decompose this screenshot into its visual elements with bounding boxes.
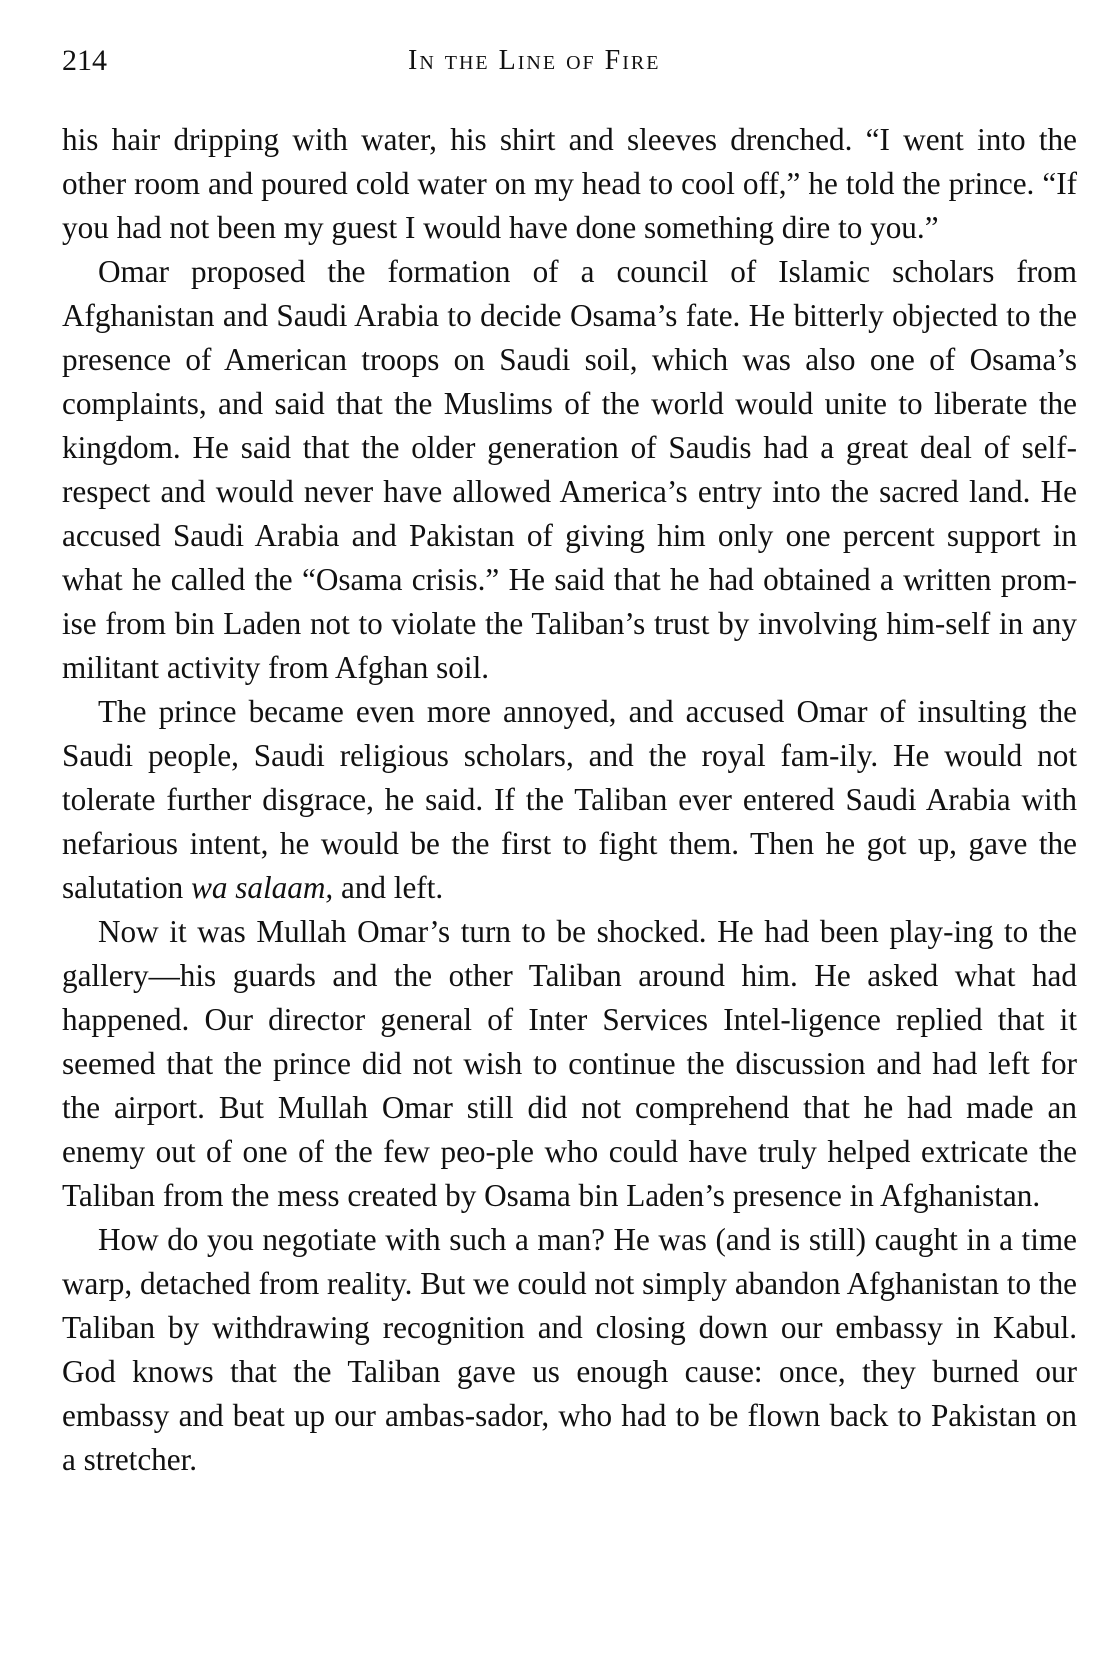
italic-phrase: wa salaam, [191,870,334,905]
running-head: In the Line of Fire [408,45,661,76]
paragraph-3 [62,690,1077,910]
body-text [62,118,1077,1482]
paragraph-4 [62,910,1077,1218]
paragraph-text: and left. [333,870,444,905]
page-header [62,44,1077,90]
paragraph-text: How do you negotiate with such a man? He was (and is still) caught in a time warp, detached from reality. But we could not simply abandon Afghanistan to the Taliban by withdrawing recognition and closing down our embassy in Kabul. God knows that the Taliban gave us enough cause: once, they burned our embassy and beat up our ambas-sador, who had to be flown back to Pakistan on a stretcher. [62,1222,1077,1477]
paragraph-text: Now it was Mullah Omar’s turn to be shocked. He had been play-ing to the gallery—his guards and the other Taliban around him. He asked what had happened. Our director general of Inter Services Intel-ligence replied that it seemed that the prince did not wish to continue the discussion and had left for the airport. But Mullah Omar still did not comprehend that he had made an enemy out of one of the few peo-ple who could have truly helped extricate the Taliban from the mess created by Osama bin Laden’s presence in Afghanistan. [62,914,1077,1213]
paragraph-text: The prince became even more annoyed, and accused Omar of insulting the Saudi people, Saudi religious scholars, and the royal fam-ily. He would not tolerate further disgrace, he said. If the Taliban ever entered Saudi Arabia with nefarious intent, he would be the first to fight them. Then he got up, gave the salutation [62,694,1077,905]
paragraph-1 [62,118,1077,250]
book-page [62,44,1077,1482]
paragraph-text: his hair dripping with water, his shirt and sleeves drenched. “I went into the other room and poured cold water on my head to cool off,” he told the prince. “If you had not been my guest I would have done something dire to you.” [62,122,1077,245]
paragraph-5 [62,1218,1077,1482]
paragraph-text: Omar proposed the formation of a council of Islamic scholars from Afghanistan and Saudi Arabia to decide Osama’s fate. He bitterly objected to the presence of American troops on Saudi soil, which was also one of Osama’s complaints, and said that the Muslims of the world would unite to liberate the kingdom. He said that the older generation of Saudis had a great deal of self-respect and would never have allowed America’s entry into the sacred land. He accused Saudi Arabia and Pakistan of giving him only one percent support in what he called the “Osama crisis.” He said that he had obtained a written prom-ise from bin Laden not to violate the Taliban’s trust by involving him-self in any militant activity from Afghan soil. [62,254,1077,685]
paragraph-2 [62,250,1077,690]
page-number: 214 [62,44,107,77]
